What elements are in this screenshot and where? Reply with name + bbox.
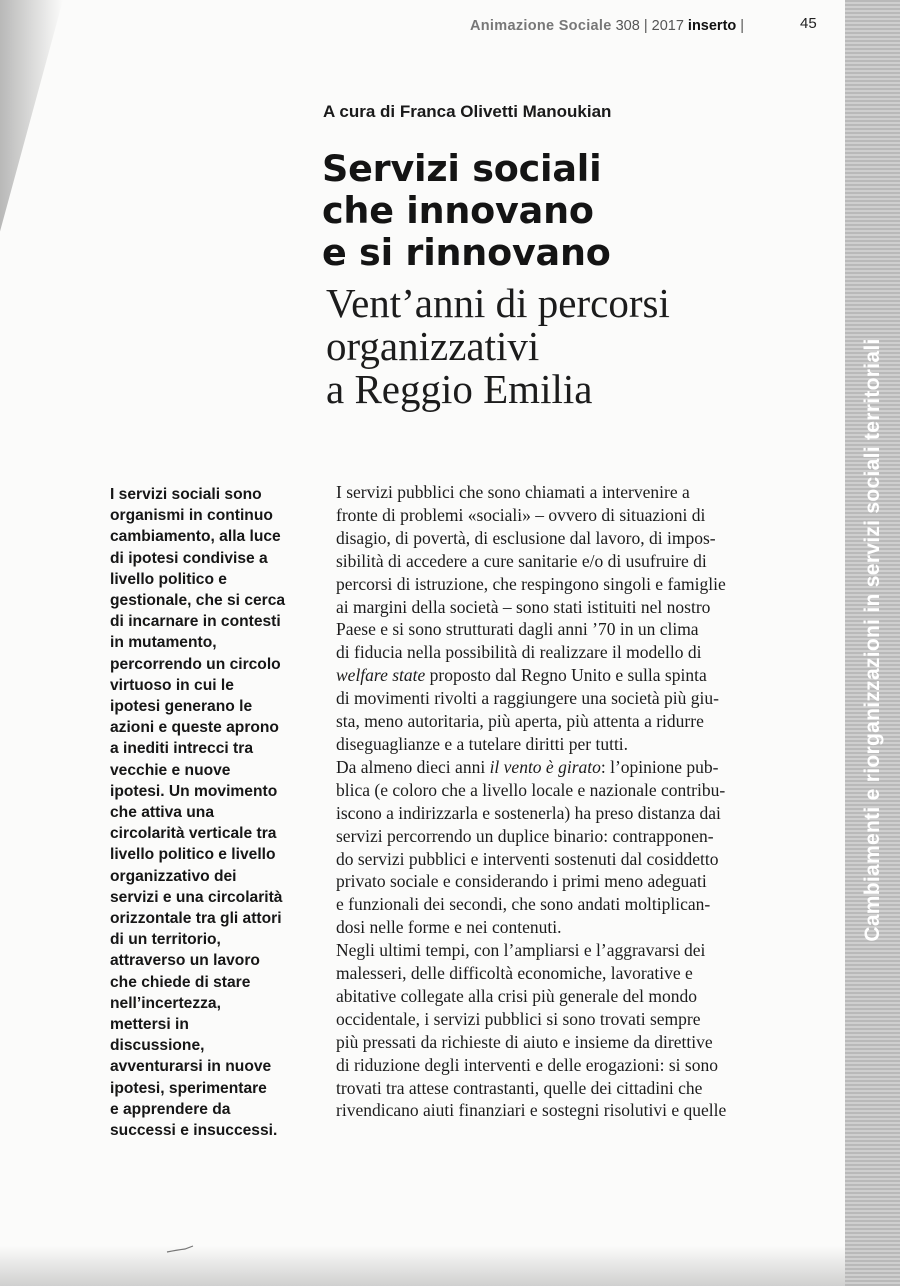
abstract-line: che attiva una <box>110 804 214 822</box>
issue-number: 308 | 2017 <box>615 18 684 34</box>
abstract-line: gestionale, che si cerca <box>110 592 286 610</box>
abstract-line: vecchie e nuove <box>110 761 231 779</box>
body-line: sta, meno autoritaria, più aperta, più attenta a ridurre <box>336 711 704 732</box>
title-line: e si rinnovano <box>322 231 611 274</box>
abstract-line: percorrendo un circolo <box>110 655 281 673</box>
abstract-line: I servizi sociali sono <box>110 486 262 503</box>
body-line: servizi percorrendo un duplice binario: contrapponen- <box>336 825 714 846</box>
abstract-line: circolarità verticale tra <box>110 825 277 843</box>
abstract-line: azioni e queste aprono <box>110 719 279 737</box>
body-line: rivendicano aiuti finanziari e sostegni risolutivi e quelle <box>336 1100 727 1121</box>
body-line: di movimenti rivolti a raggiungere una società più giu- <box>336 688 719 709</box>
abstract-line: cambiamento, alla luce <box>110 528 281 546</box>
abstract-line: di ipotesi condivise a <box>110 549 268 567</box>
body-line: iscono a indirizzarla e sostenerla) ha preso distanza dai <box>336 802 721 823</box>
abstract-line: a inediti intrecci tra <box>110 740 253 758</box>
abstract-line: organizzativo dei <box>110 867 237 885</box>
abstract-line: successi e insuccessi. <box>110 1122 278 1140</box>
title-line: che innovano <box>322 189 594 232</box>
body-line: occidentale, i servizi pubblici si sono trovati sempre <box>336 1008 701 1029</box>
abstract-line: attraverso un lavoro <box>110 952 260 970</box>
body-line: I servizi pubblici che sono chiamati a intervenire a <box>336 482 690 502</box>
body-line: trovati tra attese contrastanti, quelle dei cittadini che <box>336 1077 703 1098</box>
abstract-line: organismi in continuo <box>110 507 273 525</box>
body-line: Paese e si sono strutturati dagli anni ’70 in un clima <box>336 619 699 640</box>
body-line: ai margini della società – sono stati istituiti nel nostro <box>336 596 711 617</box>
body-line: di riduzione degli interventi e delle erogazioni: si sono <box>336 1054 718 1075</box>
abstract-line: mettersi in <box>110 1016 189 1034</box>
side-band-text: Cambiamenti e riorganizzazioni in servizi sociali territoriali <box>861 338 884 942</box>
article-subtitle <box>326 282 670 411</box>
sidebar-abstract <box>110 484 330 1141</box>
body-line: e funzionali dei secondi, che sono andati moltiplican- <box>336 894 711 915</box>
scan-shadow-bottom <box>0 1246 900 1286</box>
section-name: inserto <box>687 18 737 34</box>
abstract-line: ipotesi, sperimentare <box>110 1079 267 1097</box>
abstract-line: livello politico e livello <box>110 846 276 864</box>
abstract-line: discussione, <box>110 1037 205 1055</box>
abstract-line: servizi e una circolarità <box>110 888 283 906</box>
body-line: Negli ultimi tempi, con l’ampliarsi e l’aggravarsi dei <box>336 940 706 961</box>
author-line: A cura di Franca Olivetti Manoukian <box>323 102 612 121</box>
body-line: percorsi di istruzione, che respingono singoli e famiglie <box>336 573 726 594</box>
abstract-line: che chiede di stare <box>110 973 251 991</box>
abstract-line: ipotesi generano le <box>110 698 253 716</box>
title-line: Servizi sociali <box>322 147 602 190</box>
body-line: do servizi pubblici e interventi sostenuti dal cosiddetto <box>336 848 719 869</box>
abstract-line: orizzontale tra gli attori <box>110 910 282 928</box>
article-title <box>322 148 611 274</box>
scan-shadow <box>0 0 90 1286</box>
italic-term: il vento è girato <box>489 756 601 777</box>
body-line: privato sociale e considerando i primi meno adeguati <box>336 871 707 892</box>
body-line: fronte di problemi «sociali» – ovvero di situazioni di <box>336 504 706 525</box>
body-line: diseguaglianze e a tutelare diritti per tutti. <box>336 733 629 754</box>
italic-term: welfare state <box>336 665 426 686</box>
body-line: più pressati da richieste di aiuto e insieme da direttive <box>336 1031 713 1052</box>
section-side-band <box>845 0 900 1286</box>
abstract-line: avventurarsi in nuove <box>110 1058 272 1076</box>
body-line: malesseri, delle difficoltà economiche, lavorative e <box>336 963 693 984</box>
abstract-line: in mutamento, <box>110 634 217 652</box>
article-body <box>336 481 796 1122</box>
subtitle-line: a Reggio Emilia <box>326 366 593 412</box>
body-line: sibilità di accedere a cure sanitarie e/o di usufruire di <box>336 550 707 571</box>
abstract-line: di un territorio, <box>110 931 221 949</box>
abstract-line: virtuoso in cui le <box>110 676 234 694</box>
body-line: di fiducia nella possibilità di realizzare il modello di <box>336 642 702 663</box>
body-fragment: : l’opinione pub- <box>600 756 719 777</box>
abstract-line: ipotesi. Un movimento <box>110 782 278 800</box>
body-line: blica (e coloro che a livello locale e nazionale contribu- <box>336 779 726 800</box>
body-fragment: Da almeno dieci anni <box>336 756 490 777</box>
body-line: abitative collegate alla crisi più generale del mondo <box>336 985 698 1006</box>
body-line <box>336 664 796 687</box>
abstract-line: nell’incertezza, <box>110 994 221 1012</box>
body-fragment: proposto dal Regno Unito e sulla spinta <box>425 665 707 686</box>
subtitle-line: organizzativi <box>326 323 540 369</box>
header-separator: | <box>740 18 745 34</box>
running-header <box>470 18 744 34</box>
abstract-line: di incarnare in contesti <box>110 613 281 631</box>
abstract-line: livello politico e <box>110 570 227 588</box>
body-line <box>336 756 796 779</box>
body-line: dosi nelle forme e nei contenuti. <box>336 917 562 938</box>
abstract-line: e apprendere da <box>110 1100 231 1118</box>
magazine-name: Animazione Sociale <box>470 18 612 34</box>
subtitle-line: Vent’anni di percorsi <box>326 280 670 326</box>
body-line: disagio, di povertà, di esclusione dal lavoro, di impos- <box>336 527 716 548</box>
page-number: 45 <box>800 15 817 32</box>
